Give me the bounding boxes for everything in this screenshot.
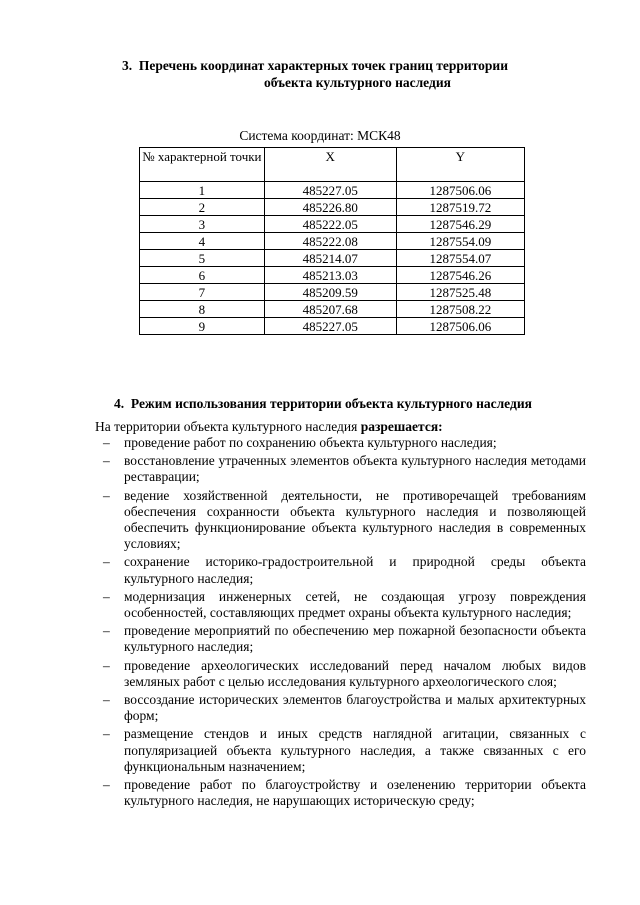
list-item xyxy=(95,623,586,655)
list-item-text: проведение мероприятий по обеспечению мер пожарной безопасности объекта культурного наследия; xyxy=(124,623,586,655)
section-4-heading xyxy=(114,395,594,412)
cell-x: 485227.05 xyxy=(264,182,396,199)
cell-y: 1287506.06 xyxy=(396,318,524,335)
cell-x: 485227.05 xyxy=(264,318,396,335)
table-row xyxy=(140,250,525,267)
header-point-number: № характерной точки xyxy=(140,148,265,182)
list-item xyxy=(95,589,586,621)
table-row xyxy=(140,199,525,216)
section-3-title-line1 xyxy=(122,57,592,74)
cell-y: 1287506.06 xyxy=(396,182,524,199)
cell-y: 1287554.07 xyxy=(396,250,524,267)
dash-bullet: – xyxy=(103,692,110,708)
cell-x: 485222.05 xyxy=(264,216,396,233)
list-item xyxy=(95,453,586,485)
cell-x: 485209.59 xyxy=(264,284,396,301)
table-row xyxy=(140,318,525,335)
cell-point-number: 6 xyxy=(140,267,265,284)
cell-y: 1287525.48 xyxy=(396,284,524,301)
list-item xyxy=(95,777,586,809)
cell-point-number: 7 xyxy=(140,284,265,301)
list-item-text: проведение работ по благоустройству и озеленению территории объекта культурного наследия, не нарушающих историческую среду; xyxy=(124,777,586,809)
list-item xyxy=(95,726,586,775)
cell-point-number: 4 xyxy=(140,233,265,250)
cell-point-number: 8 xyxy=(140,301,265,318)
list-item xyxy=(95,488,586,553)
cell-y: 1287554.09 xyxy=(396,233,524,250)
dash-bullet: – xyxy=(103,623,110,639)
header-x: X xyxy=(264,148,396,182)
cell-x: 485222.08 xyxy=(264,233,396,250)
list-item-text: проведение археологических исследований перед началом любых видов земляных работ с целью исследования культурного археологического слоя; xyxy=(124,657,586,689)
cell-point-number: 9 xyxy=(140,318,265,335)
cell-y: 1287546.26 xyxy=(396,267,524,284)
list-item xyxy=(95,554,586,586)
cell-x: 485226.80 xyxy=(264,199,396,216)
intro-colon: : xyxy=(438,419,443,434)
coordinate-system-label: Система координат: МСК48 xyxy=(239,128,401,143)
list-item-text: модернизация инженерных сетей, не создающая угрозу повреждения особенностей, составляющих предмет охраны объекта культурного наследия; xyxy=(124,588,586,621)
dash-bullet: – xyxy=(103,657,110,673)
list-item xyxy=(95,658,586,690)
dash-bullet: – xyxy=(103,777,110,793)
dash-bullet: – xyxy=(103,726,110,742)
dash-bullet: – xyxy=(103,453,110,469)
cell-x: 485213.03 xyxy=(264,267,396,284)
permitted-list xyxy=(95,435,586,811)
section-3-heading xyxy=(122,57,592,91)
table-row xyxy=(140,267,525,284)
cell-point-number: 5 xyxy=(140,250,265,267)
cell-x: 485214.07 xyxy=(264,250,396,267)
cell-point-number: 1 xyxy=(140,182,265,199)
table-header-row xyxy=(140,148,525,182)
intro-text: На территории объекта культурного наследия xyxy=(95,419,361,434)
cell-point-number: 3 xyxy=(140,216,265,233)
cell-x: 485207.68 xyxy=(264,301,396,318)
table-row xyxy=(140,182,525,199)
table-row xyxy=(140,284,525,301)
dash-bullet: – xyxy=(103,435,110,450)
list-item-text: воссоздание исторических элементов благоустройства и малых архитектурных форм; xyxy=(124,692,586,724)
list-item-text: размещение стендов и иных средств наглядной агитации, связанных с популяризацией объекта культурного наследия, а также связанных с его функциональным назначением; xyxy=(124,726,586,774)
list-item-text: ведение хозяйственной деятельности, не противоречащей требованиям обеспечения сохранности объекта культурного наследия и позволяющей обеспечить функционирование объекта культурного наследия в современных условиях; xyxy=(124,487,586,552)
list-item xyxy=(95,692,586,724)
section-3-number: 3. xyxy=(122,58,133,73)
table-row xyxy=(140,301,525,318)
section-3-title-text: Перечень координат характерных точек границ территории xyxy=(138,58,508,73)
cell-y: 1287508.22 xyxy=(396,301,524,318)
table-row xyxy=(140,216,525,233)
cell-y: 1287519.72 xyxy=(396,199,524,216)
dash-bullet: – xyxy=(103,487,110,503)
cell-y: 1287546.29 xyxy=(396,216,524,233)
list-item-text: сохранение историко-градостроительной и природной среды объекта культурного наследия; xyxy=(124,554,586,586)
list-item-text: проведение работ по сохранению объекта культурного наследия; xyxy=(124,435,497,450)
header-y: Y xyxy=(396,148,524,182)
section-4-number: 4. xyxy=(114,396,125,411)
dash-bullet: – xyxy=(103,554,110,570)
table-row xyxy=(140,233,525,250)
list-item xyxy=(95,435,586,451)
permitted-intro xyxy=(95,418,595,435)
intro-emphasis: разрешается xyxy=(360,419,439,434)
cell-point-number: 2 xyxy=(140,199,265,216)
dash-bullet: – xyxy=(103,588,110,604)
list-item-text: восстановление утраченных элементов объекта культурного наследия методами реставрации; xyxy=(124,453,586,485)
section-4-title-text: Режим использования территории объекта культурного наследия xyxy=(130,396,532,411)
section-3-title-line2: объекта культурного наследия xyxy=(264,75,451,90)
coordinates-table xyxy=(139,147,525,335)
